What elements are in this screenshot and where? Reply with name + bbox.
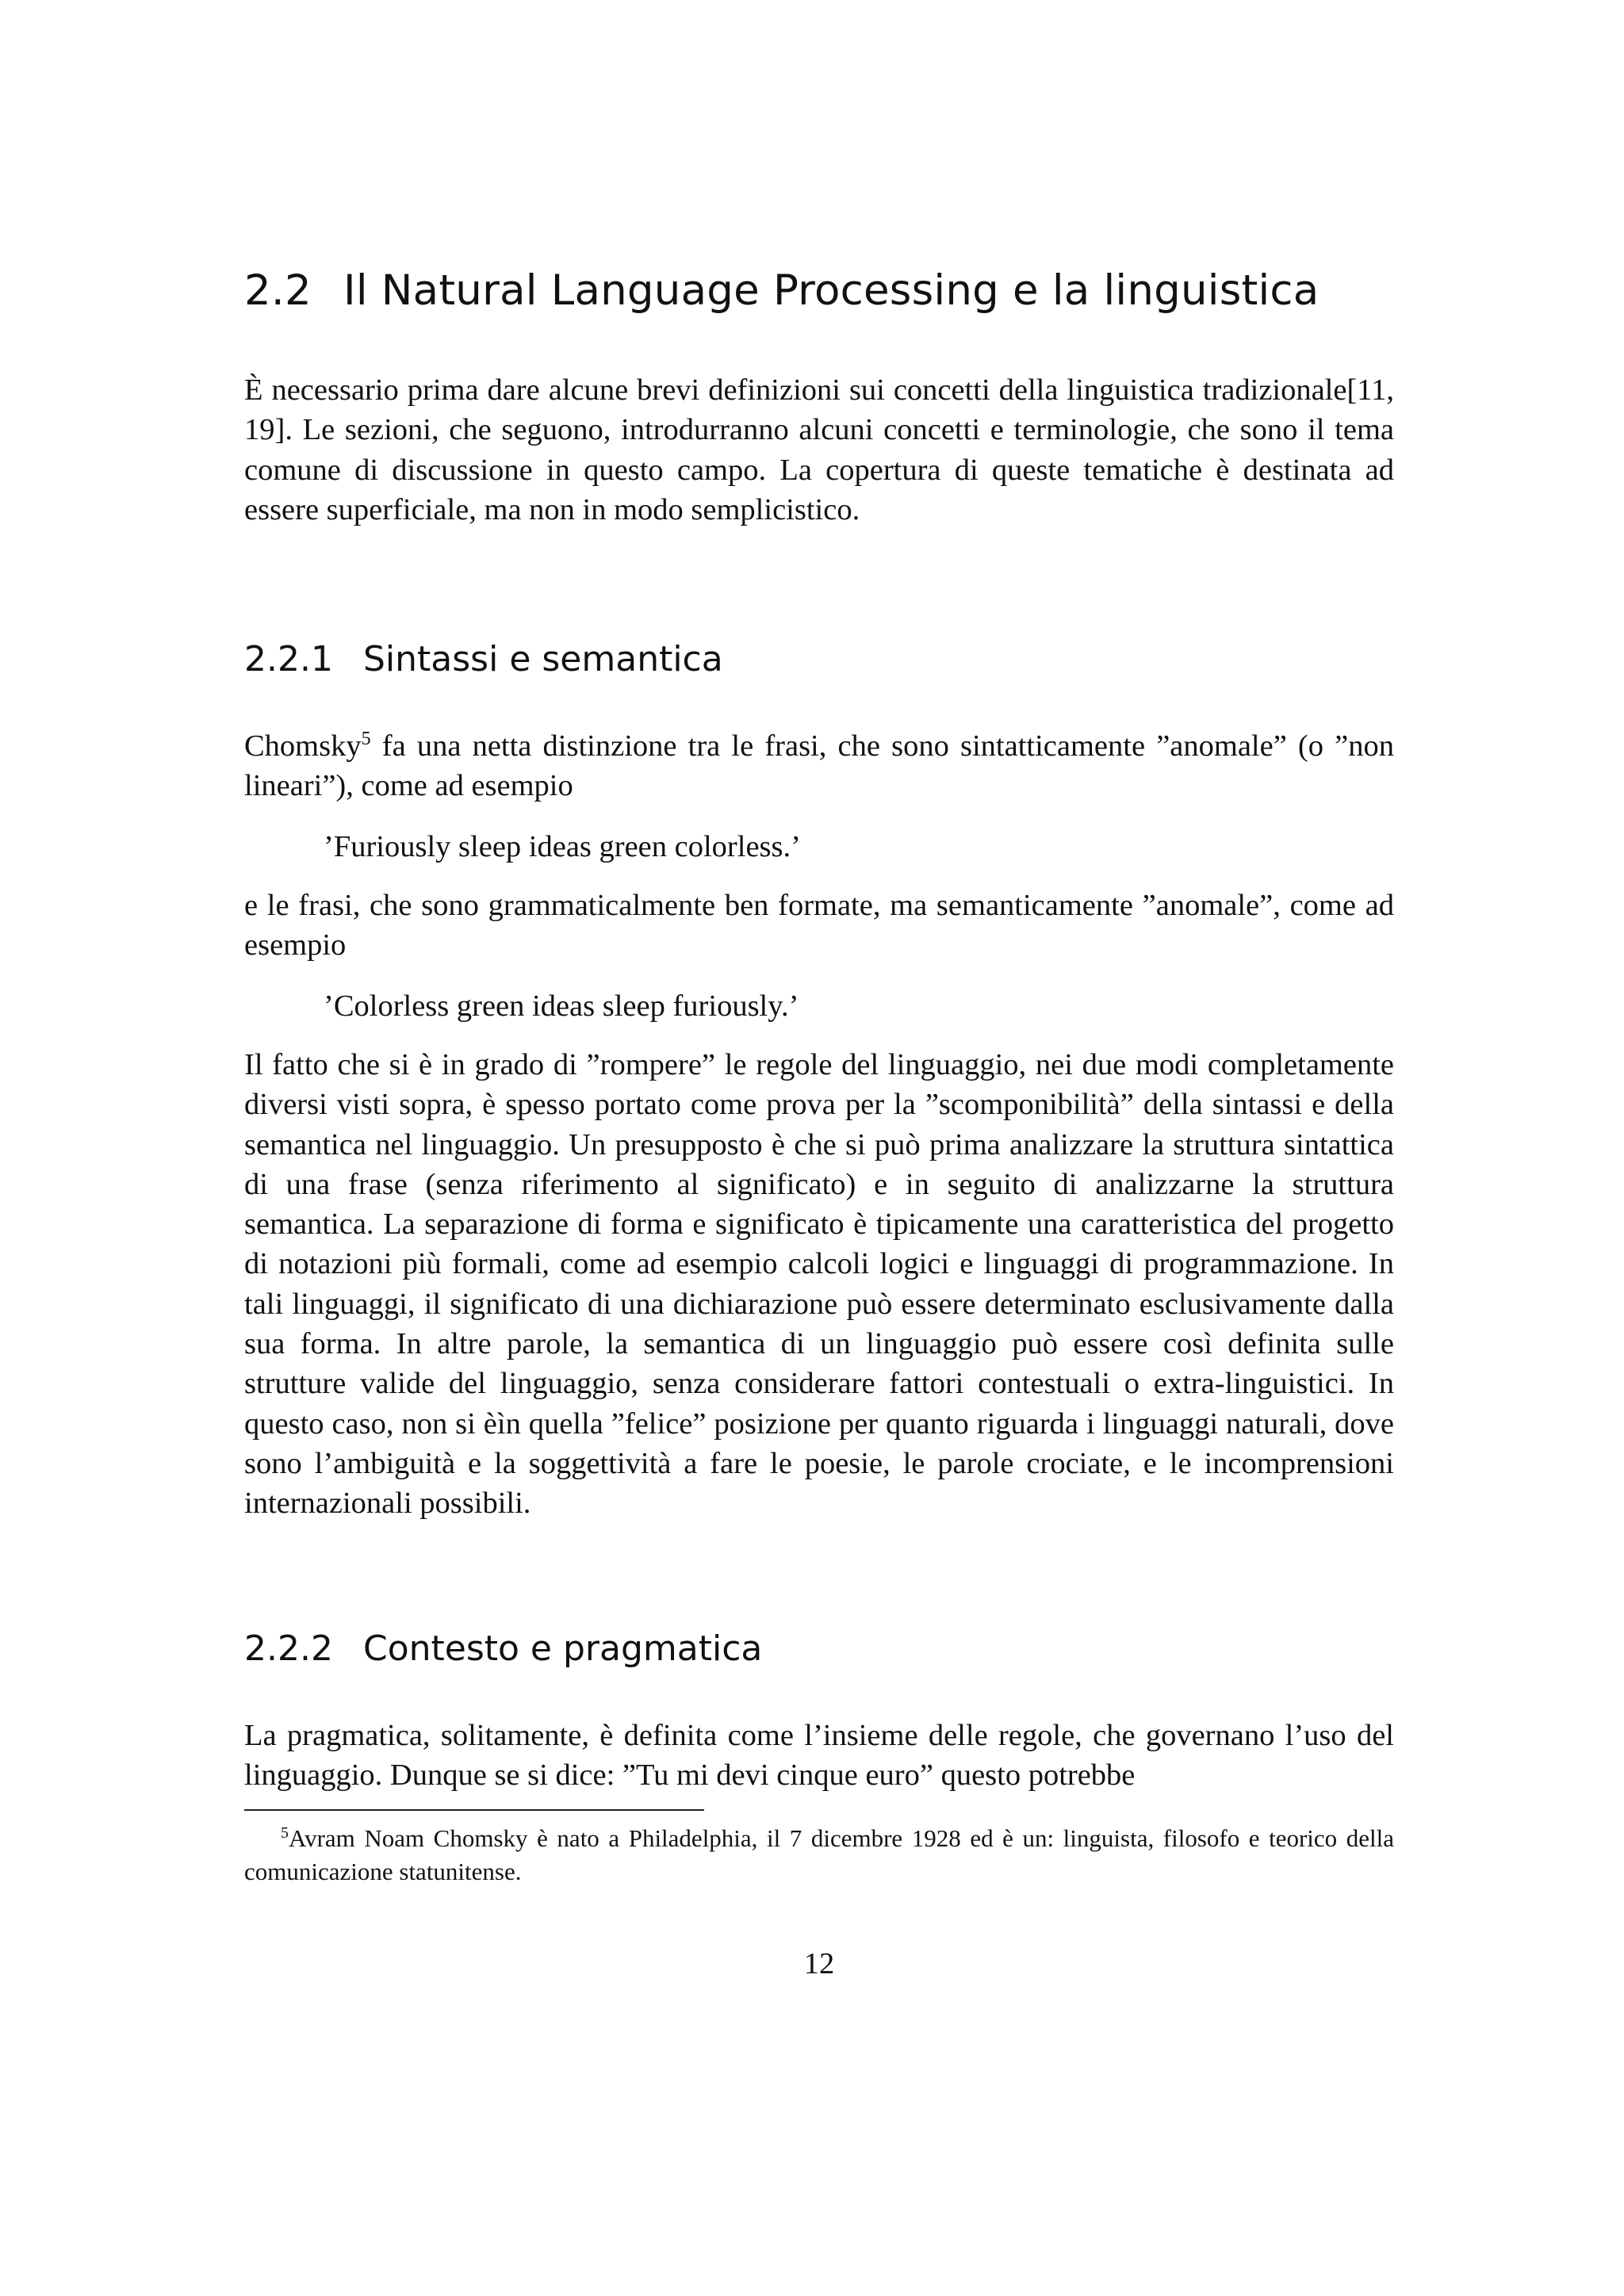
example-sentence-semantic: ’Colorless green ideas sleep furiously.’ (324, 989, 799, 1023)
paragraph-separation: Il fatto che si è in grado di ”rompere” le regole del linguaggio, nei due modi completamente diversi visti sopra, è spesso portato come prova per la ”scomponibilità” della sintassi e della semantica nel linguaggio. Un presupposto è che si può prima analizzare la struttura sintattica di una frase (senza riferimento al significato) e in seguito di analizzarne la struttura semantica. La separazione di forma e significato è tipicamente una caratteristica del progetto di notazioni più formali, come ad esempio calcoli logici e linguaggi di programmazione. In tali linguaggi, il significato di una dichiarazione può essere determinato esclusivamente dalla sua forma. In altre parole, la semantica di un linguaggio può essere così definita sulle strutture valide del linguaggio, senza considerare fattori contestuali o extra-linguistici. In questo caso, non si èìn quella ”felice” posizione per quanto riguarda i linguaggi naturali, dove sono l’ambiguità e la soggettività a fare le poesie, le parole crociate, e le incomprensioni internazionali possibili. (244, 1048, 1394, 1521)
section-heading (244, 266, 1319, 315)
page-number: 12 (803, 1947, 835, 1980)
paragraph-semantic-intro: e le frasi, che sono grammaticalmente ben formate, ma semanticamente ”anomale”, come ad esempio (244, 889, 1394, 962)
paragraph-text: Chomsky (244, 729, 362, 763)
footnote-rule (244, 1809, 704, 1811)
section-number: 2.2 (244, 266, 312, 315)
footnote-text: Avram Noam Chomsky è nato a Philadelphia, il 7 dicembre 1928 ed è un: linguista, filosofo e teorico della comunicazione statunitense. (244, 1824, 1394, 1885)
subsection-heading-pragmatics (244, 1628, 762, 1669)
subsection-number: 2.2.2 (244, 1628, 333, 1669)
paragraph-chomsky (244, 726, 1394, 806)
section-title: Il Natural Language Processing e la linguistica (343, 266, 1320, 315)
subsection-number: 2.2.1 (244, 639, 333, 679)
subsection-heading-syntax (244, 639, 723, 679)
footnote-mark: 5 (281, 1823, 289, 1842)
subsection-title: Contesto e pragmatica (363, 1628, 763, 1669)
document-page (244, 0, 1394, 2296)
paragraph-pragmatics: La pragmatica, solitamente, è definita come l’insieme delle regole, che governano l’uso del linguaggio. Dunque se si dice: ”Tu mi devi cinque euro” questo potrebbe (244, 1719, 1394, 1793)
subsection-title: Sintassi e semantica (363, 639, 723, 679)
footnote-reference: 5 (361, 729, 371, 750)
footnote (244, 1822, 1394, 1888)
intro-paragraph: È necessario prima dare alcune brevi definizioni sui concetti della linguistica tradizionale[11, 19]. Le sezioni, che seguono, introdurranno alcuni concetti e terminologie, che sono il tema comune di discussione in questo campo. La copertura di queste tematiche è destinata ad essere superficiale, ma non in modo semplicistico. (244, 373, 1394, 526)
paragraph-text: fa una netta distinzione tra le frasi, che sono sintatticamente ”anomale” (o ”non lineari”), come ad esempio (244, 729, 1394, 803)
example-sentence-syntactic: ’Furiously sleep ideas green colorless.’ (324, 830, 801, 863)
